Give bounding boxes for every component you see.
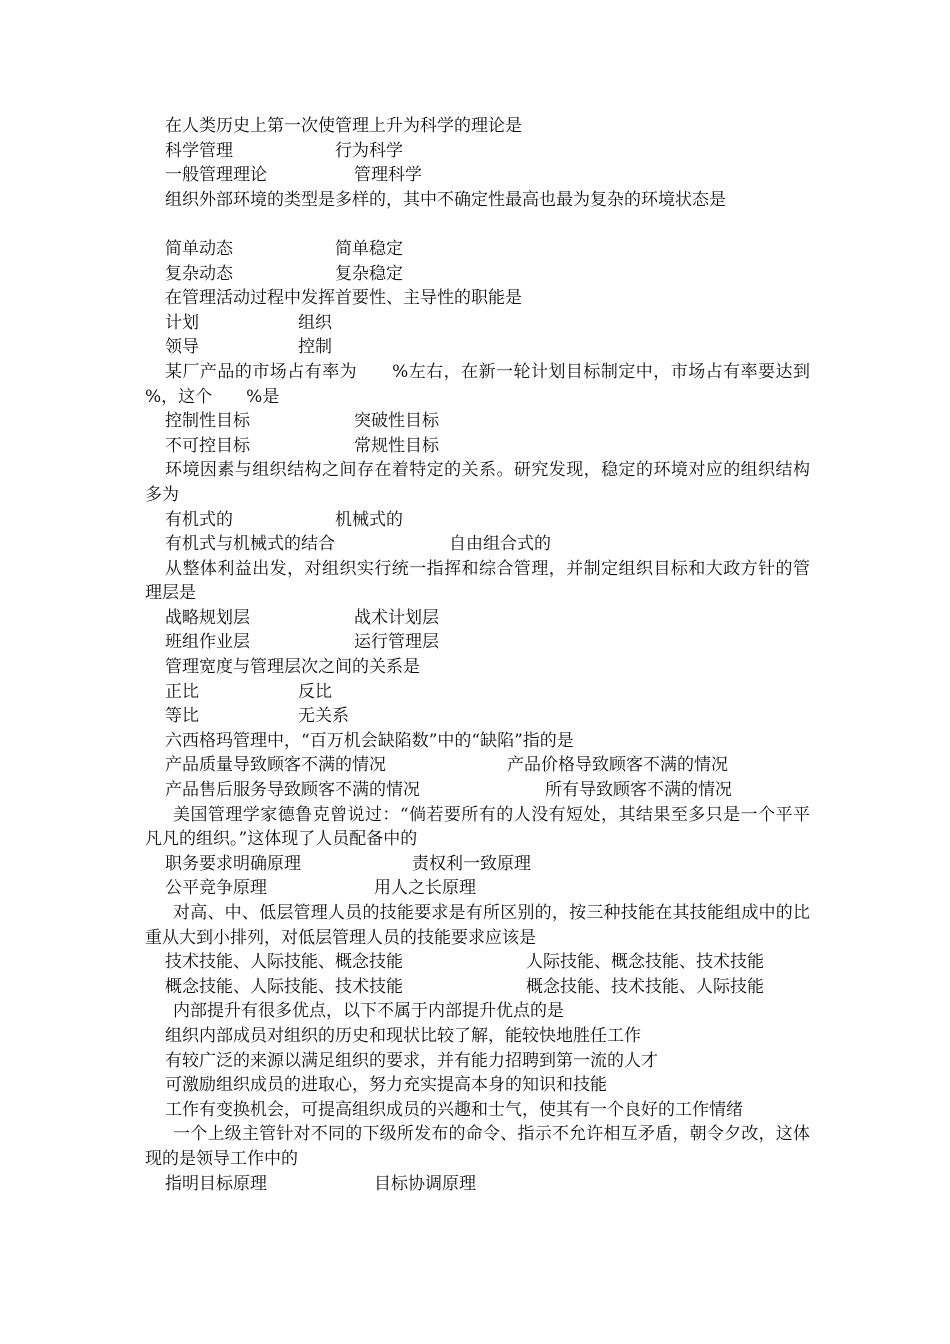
option-a: 科学管理 (165, 140, 233, 161)
option-row (145, 163, 810, 188)
option-c: 产品售后服务导致顾客不满的情况 (165, 780, 420, 801)
option-row (145, 704, 810, 729)
option-a: 产品质量导致顾客不满的情况 (165, 755, 386, 776)
question-text: 在管理活动过程中发挥首要性、主导性的职能是 (165, 288, 522, 309)
option-row (145, 852, 810, 877)
question-text: 美国管理学家德鲁克曾说过：“倘若要所有的人没有短处，其结果至多只是一个平平凡凡的组织。”这体现了人员配备中的 (145, 804, 810, 850)
option-a: 技术技能、人际技能、概念技能 (165, 952, 403, 973)
option-row (145, 262, 810, 287)
option-b: 机械式的 (335, 509, 403, 530)
option-c: 班组作业层 (165, 632, 250, 653)
option-d: 运行管理层 (354, 632, 439, 653)
option-b: 人际技能、概念技能、技术技能 (526, 952, 764, 973)
option-b: 目标协调原理 (374, 1173, 476, 1194)
option-row (145, 1172, 810, 1197)
option-b: 责权利一致原理 (412, 853, 531, 874)
option-b: 组织 (298, 312, 332, 333)
option-b: 有较广泛的来源以满足组织的要求，并有能力招聘到第一流的人才 (165, 1050, 658, 1071)
question-list (145, 114, 844, 1196)
option-b: 战术计划层 (354, 607, 439, 628)
option-b: 突破性目标 (354, 411, 439, 432)
option-d: 用人之长原理 (374, 878, 476, 899)
question-text: 内部提升有很多优点，以下不属于内部提升优点的是 (173, 1001, 564, 1022)
option-row (145, 975, 810, 1000)
blank-line (145, 212, 810, 237)
option-row (145, 139, 810, 164)
question-text: 组织外部环境的类型是多样的，其中不确定性最高也最为复杂的环境状态是 (165, 189, 726, 210)
option-d: 常规性目标 (354, 435, 439, 456)
option-d: 无关系 (298, 706, 349, 727)
option-c: 等比 (165, 706, 199, 727)
option-a: 有机式的 (165, 509, 233, 530)
option-a: 职务要求明确原理 (165, 853, 301, 874)
question-text: 某厂产品的市场占有率为 %左右，在新一轮计划目标制定中，市场占有率要达到 %，这个 %是 (145, 361, 844, 407)
option-d: 复杂稳定 (335, 263, 403, 284)
option-d: 工作有变换机会，可提高组织成员的兴趣和士气，使其有一个良好的工作情绪 (165, 1099, 743, 1120)
option-c: 复杂动态 (165, 263, 233, 284)
option-row (145, 335, 810, 360)
question-text: 管理宽度与管理层次之间的关系是 (165, 657, 420, 678)
option-row (145, 311, 810, 336)
option-row (145, 753, 810, 778)
option-d: 自由组合式的 (449, 534, 551, 555)
option-row (145, 508, 810, 533)
option-a: 控制性目标 (165, 411, 250, 432)
option-b: 行为科学 (335, 140, 403, 161)
option-row (145, 630, 810, 655)
option-c: 可激励组织成员的进取心，努力充实提高本身的知识和技能 (165, 1075, 607, 1096)
option-c: 有机式与机械式的结合 (165, 534, 335, 555)
question-text: 从整体利益出发，对组织实行统一指挥和综合管理，并制定组织目标和大政方针的管理层是 (145, 558, 810, 604)
option-c: 概念技能、人际技能、技术技能 (165, 976, 403, 997)
question-text: 一个上级主管针对不同的下级所发布的命令、指示不允许相互矛盾，朝令夕改，这体现的是领导工作中的 (145, 1124, 810, 1169)
option-d: 概念技能、技术技能、人际技能 (526, 976, 764, 997)
option-d: 管理科学 (354, 165, 422, 186)
option-b: 简单稳定 (335, 238, 403, 259)
option-c: 一般管理理论 (165, 165, 267, 186)
option-a: 计划 (165, 312, 199, 333)
option-row (145, 680, 810, 705)
option-a: 正比 (165, 681, 199, 702)
option-a: 指明目标原理 (165, 1173, 267, 1194)
option-row (145, 409, 810, 434)
option-c: 公平竞争原理 (165, 878, 267, 899)
option-row (145, 606, 810, 631)
option-c: 领导 (165, 337, 199, 358)
option-row (145, 532, 810, 557)
option-row (145, 876, 810, 901)
option-c: 不可控目标 (165, 435, 250, 456)
option-row (145, 778, 810, 803)
question-text: 环境因素与组织结构之间存在着特定的关系。研究发现，稳定的环境对应的组织结构多为 (145, 460, 810, 505)
option-a: 简单动态 (165, 238, 233, 259)
option-a: 组织内部成员对组织的历史和现状比较了解，能较快地胜任工作 (165, 1025, 641, 1046)
option-a: 战略规划层 (165, 607, 250, 628)
option-d: 控制 (298, 337, 332, 358)
option-b: 产品价格导致顾客不满的情况 (507, 755, 728, 776)
option-row (145, 434, 810, 459)
question-text: 六西格玛管理中，“百万机会缺陷数”中的“缺陷”指的是 (165, 730, 574, 751)
option-row (145, 950, 810, 975)
question-text: 在人类历史上第一次使管理上升为科学的理论是 (165, 116, 522, 136)
option-row (145, 237, 810, 262)
option-b: 反比 (298, 681, 332, 702)
option-d: 所有导致顾客不满的情况 (545, 780, 732, 801)
question-text: 对高、中、低层管理人员的技能要求是有所区别的，按三种技能在其技能组成中的比重从大到小排列，对低层管理人员的技能要求应该是 (145, 903, 810, 948)
